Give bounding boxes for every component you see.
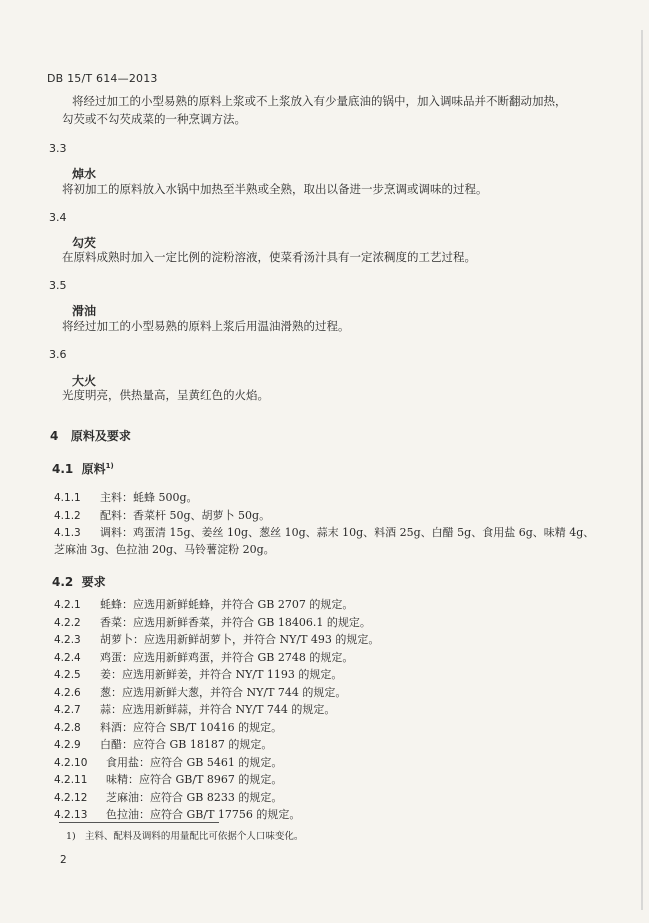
list-item: 4.2.9 白醋：应符合 GB 18187 的规定。 [54, 738, 273, 751]
term-name: 焯水 [72, 167, 97, 181]
list-item: 4.2.12 芝麻油：应符合 GB 8233 的规定。 [54, 791, 283, 804]
section-heading [50, 427, 131, 444]
list-item: 4.2.6 葱：应选用新鲜大葱，并符合 NY/T 744 的规定。 [54, 686, 347, 699]
subsection-title: 要求 [81, 575, 106, 589]
clause-number: 3.3 [49, 142, 67, 155]
term-definition: 光度明亮，供热量高，呈黄红色的火焰。 [62, 388, 269, 402]
list-item: 4.2.8 料酒：应符合 SB/T 10416 的规定。 [54, 721, 283, 734]
clause-number: 3.6 [49, 348, 67, 361]
list-item: 4.1.2 配料：香菜杆 50g、胡萝卜 50g。 [54, 509, 271, 522]
list-item: 4.2.13 色拉油：应符合 GB/T 17756 的规定。 [54, 808, 301, 821]
intro-line-2: 勾芡或不勾芡成菜的一种烹调方法。 [62, 112, 246, 126]
list-item: 4.2.10 食用盐：应符合 GB 5461 的规定。 [54, 756, 283, 769]
intro-line-1: 将经过加工的小型易熟的原料上浆或不上浆放入有少量底油的锅中，加入调味品并不断翻动加热， [72, 94, 567, 108]
term-definition: 在原料成熟时加入一定比例的淀粉溶液，使菜肴汤汁具有一定浓稠度的工艺过程。 [62, 250, 476, 264]
subsection-number: 4.1 [52, 462, 74, 476]
list-item: 4.1.1 主料：蚝蜂 500g。 [54, 491, 198, 504]
term-name: 勾芡 [72, 236, 97, 250]
list-item-continuation: 芝麻油 3g、色拉油 20g、马铃薯淀粉 20g。 [54, 543, 275, 556]
subsection-heading-4-1 [52, 460, 114, 477]
term-definition: 将初加工的原料放入水锅中加热至半熟或全熟，取出以备进一步烹调或调味的过程。 [62, 182, 488, 196]
list-item: 4.2.4 鸡蛋：应选用新鲜鸡蛋，并符合 GB 2748 的规定。 [54, 651, 354, 664]
term-name: 大火 [72, 374, 97, 388]
footnote-divider [59, 822, 219, 823]
subsection-heading-4-2 [52, 573, 106, 590]
footnote-text: 主料、配料及调料的用量配比可依据个人口味变化。 [84, 831, 304, 842]
list-item: 4.1.3 调料：鸡蛋清 15g、姜丝 10g、葱丝 10g、蒜末 10g、料酒 25g、白醋 5g、食用盐 6g、味精 4g、 [54, 526, 595, 539]
term-name: 滑油 [72, 304, 97, 318]
standard-code-header: DB 15/T 614—2013 [47, 72, 158, 85]
list-item: 4.2.2 香菜：应选用新鲜香菜，并符合 GB 18406.1 的规定。 [54, 616, 371, 629]
section-title: 原料及要求 [70, 429, 131, 443]
list-item: 4.2.1 蚝蜂：应选用新鲜蚝蜂，并符合 GB 2707 的规定。 [54, 598, 354, 611]
list-item: 4.2.7 蒜：应选用新鲜蒜，并符合 NY/T 744 的规定。 [54, 703, 336, 716]
term-definition: 将经过加工的小型易熟的原料上浆后用温油滑熟的过程。 [62, 319, 350, 333]
list-item: 4.2.11 味精：应符合 GB/T 8967 的规定。 [54, 773, 283, 786]
footnote [66, 828, 303, 842]
subsection-number: 4.2 [52, 575, 74, 589]
clause-number: 3.4 [49, 211, 67, 224]
clause-number: 3.5 [49, 279, 67, 292]
subsection-title: 原料 [81, 462, 106, 476]
page-edge-shadow [641, 30, 643, 910]
list-item: 4.2.5 姜：应选用新鲜姜，并符合 NY/T 1193 的规定。 [54, 668, 343, 681]
section-number: 4 [50, 429, 59, 443]
footnote-reference: 1) [105, 462, 114, 470]
page-number: 2 [60, 854, 67, 866]
footnote-mark: 1) [66, 831, 76, 842]
list-item: 4.2.3 胡萝卜：应选用新鲜胡萝卜，并符合 NY/T 493 的规定。 [54, 633, 380, 646]
